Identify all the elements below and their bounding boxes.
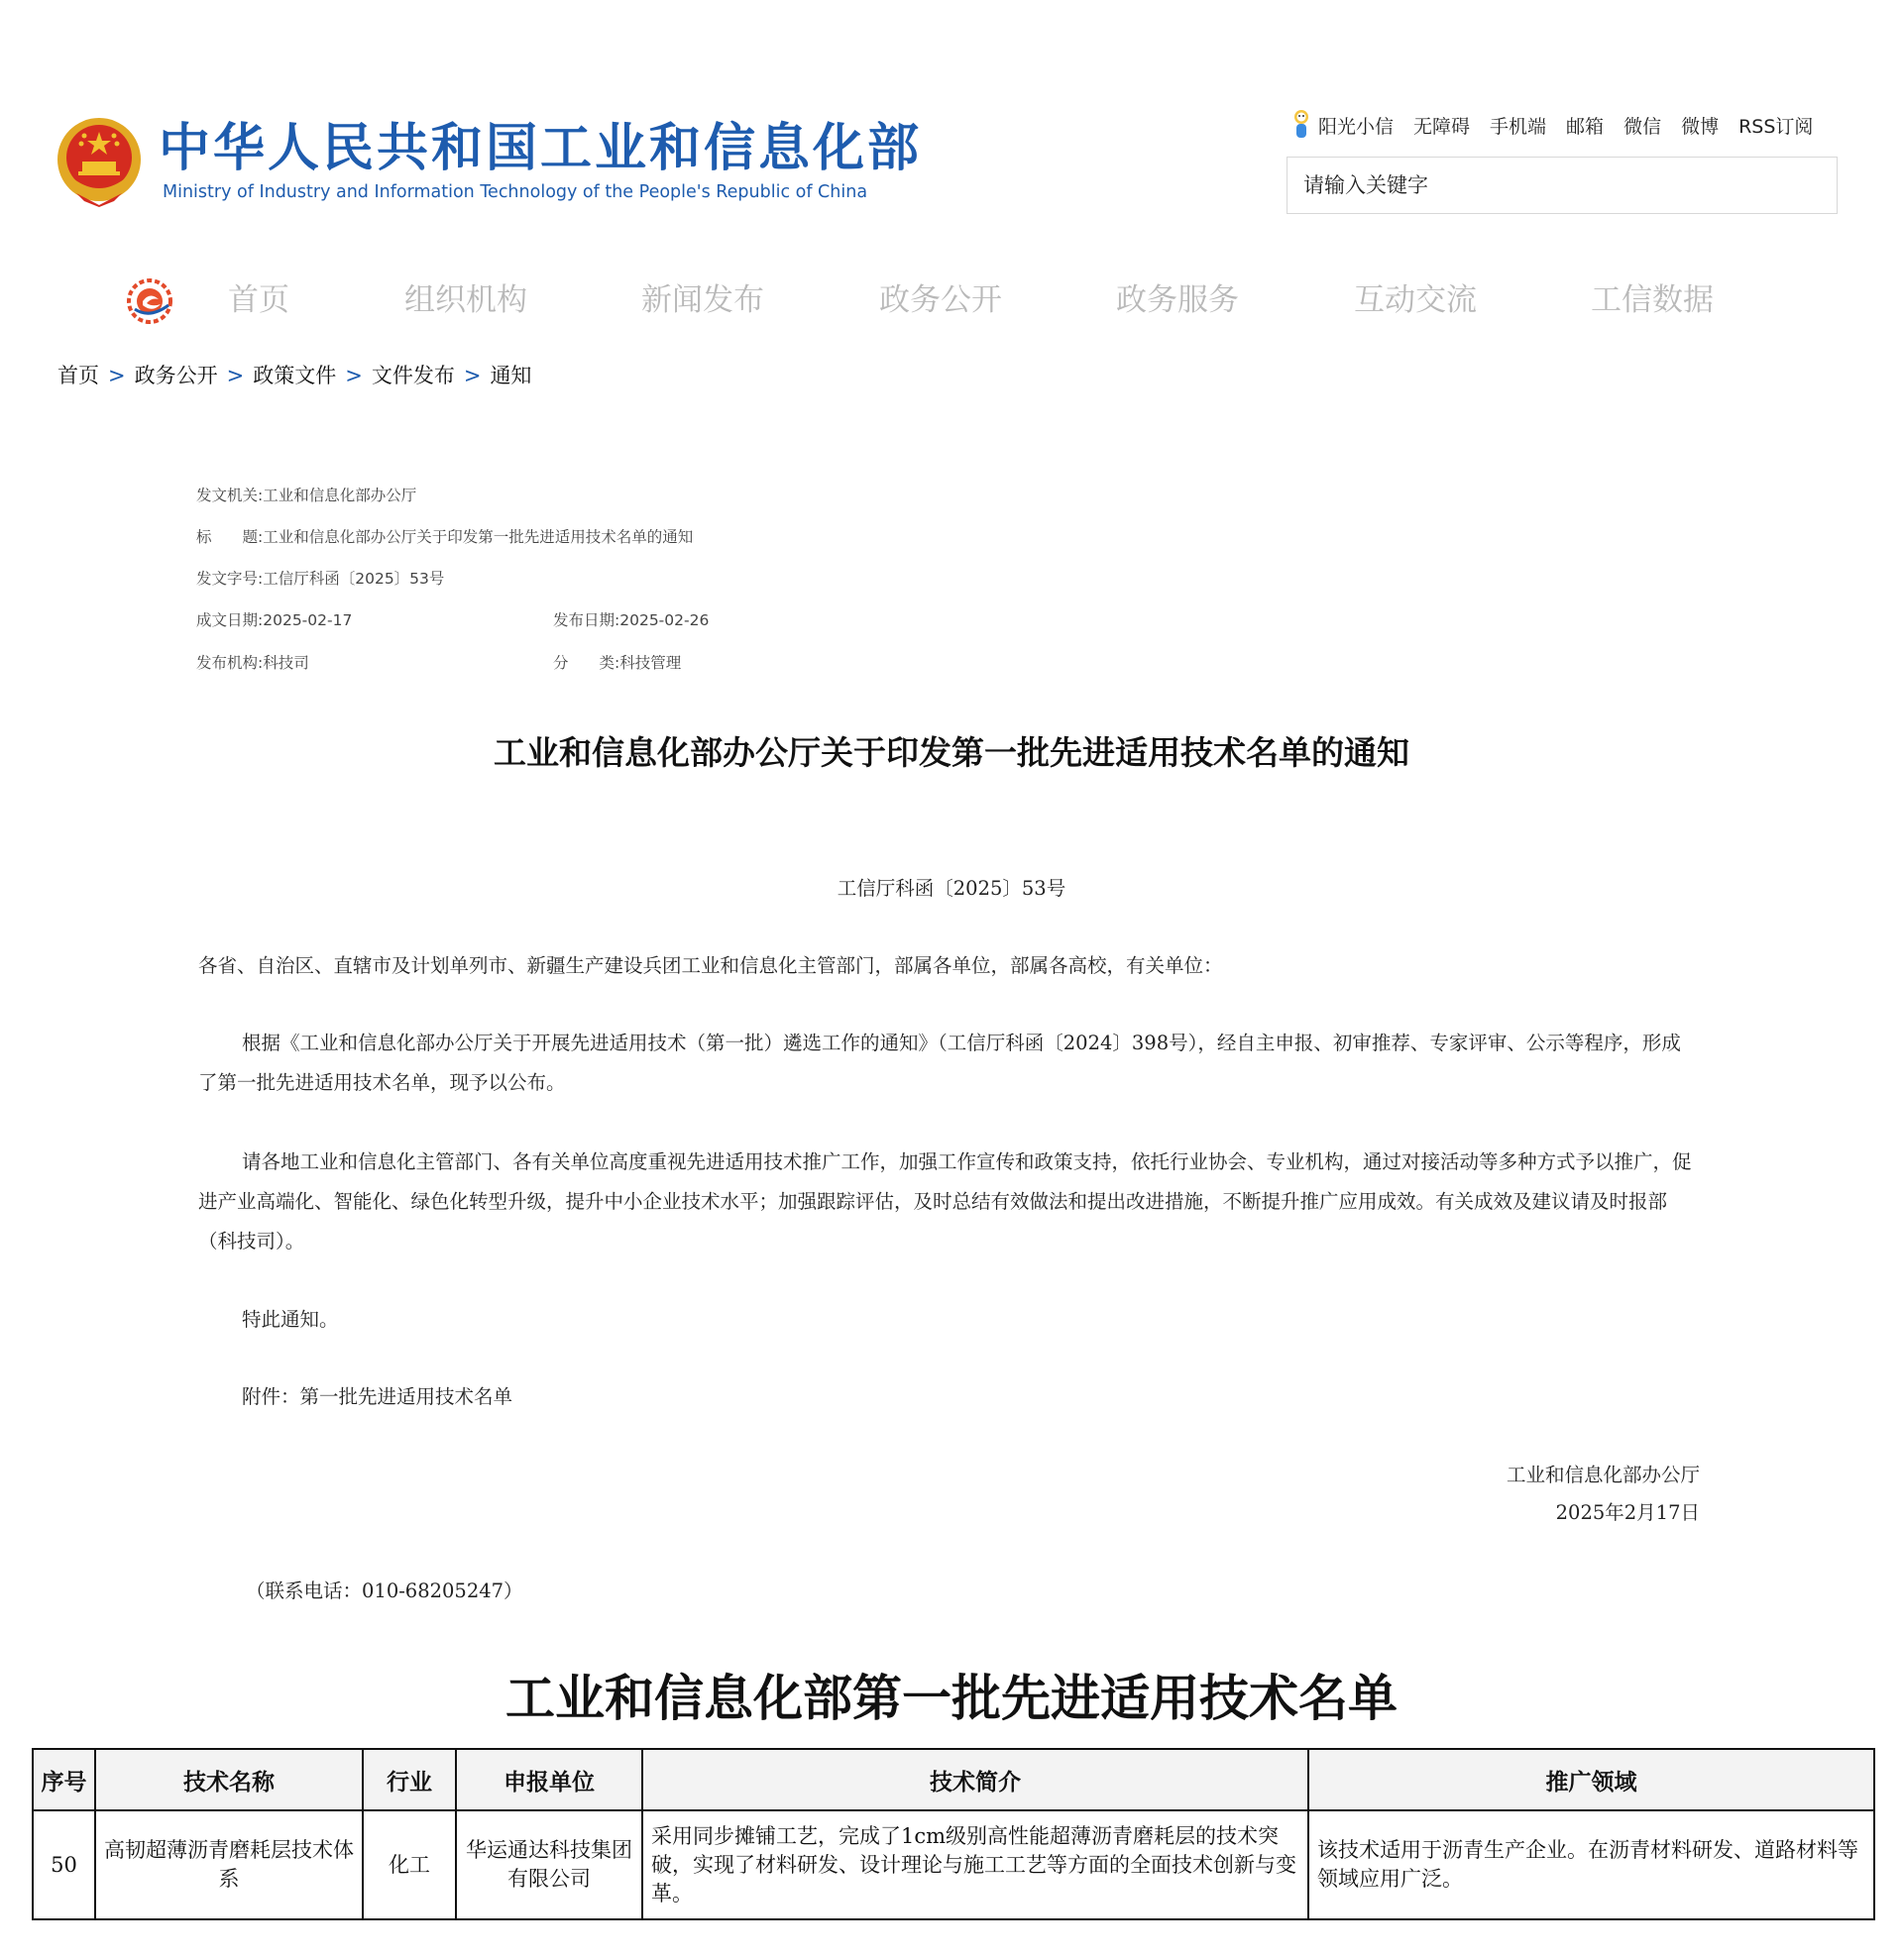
meta-agency-value: 科技司 xyxy=(263,654,309,672)
top-link-mobile[interactable]: 手机端 xyxy=(1490,115,1547,138)
nav-home[interactable]: 首页 xyxy=(228,282,289,318)
meta-title xyxy=(196,527,693,547)
top-link-mailbox[interactable]: 邮箱 xyxy=(1566,115,1605,138)
top-link-weibo[interactable]: 微博 xyxy=(1681,115,1720,138)
meta-written-date-label: 成文日期: xyxy=(196,611,264,629)
meta-agency xyxy=(196,653,309,673)
breadcrumb-notice[interactable]: 通知 xyxy=(490,364,532,387)
top-link-accessibility[interactable]: 无障碍 xyxy=(1413,115,1471,138)
nav-news[interactable]: 新闻发布 xyxy=(641,282,764,318)
meta-title-value: 工业和信息化部办公厅关于印发第一批先进适用技术名单的通知 xyxy=(263,528,694,546)
top-link-wechat[interactable]: 微信 xyxy=(1623,115,1662,138)
technology-table xyxy=(32,1748,1875,1920)
table-header-row xyxy=(33,1749,1874,1810)
cell-name: 高韧超薄沥青磨耗层技术体系 xyxy=(95,1810,363,1919)
breadcrumb xyxy=(57,361,531,390)
document-number: 工信厅科函〔2025〕53号 xyxy=(837,877,1066,900)
meta-category-value: 科技管理 xyxy=(619,654,682,672)
document-paragraph: 根据《工业和信息化部办公厅关于开展先进适用技术（第一批）遴选工作的通知》（工信厅科函〔2024〕398号），经自主申报、初审推荐、专家评审、公示等程序，形成了第一批先进适用技术名单，现予以公布。 xyxy=(198,1032,1681,1094)
meta-issuer-value: 工业和信息化部办公厅 xyxy=(263,487,417,504)
meta-written-date-value: 2025-02-17 xyxy=(263,611,353,629)
breadcrumb-separator: > xyxy=(226,364,245,387)
meta-published-date-label: 发布日期: xyxy=(553,611,620,629)
column-header-intro: 技术简介 xyxy=(642,1749,1308,1810)
sunshine-mascot-icon xyxy=(1288,107,1314,143)
site-logo-title[interactable]: 中华人民共和国工业和信息化部 xyxy=(159,119,923,178)
breadcrumb-home[interactable]: 首页 xyxy=(57,364,99,387)
column-header-industry: 行业 xyxy=(363,1749,456,1810)
cell-no: 50 xyxy=(33,1810,95,1919)
meta-published-date-value: 2025-02-26 xyxy=(619,611,710,629)
meta-category xyxy=(553,653,681,673)
nav-government-services[interactable]: 政务服务 xyxy=(1116,282,1239,318)
meta-category-label: 分 类: xyxy=(553,654,620,672)
meta-written-date xyxy=(196,610,352,630)
list-title: 工业和信息化部第一批先进适用技术名单 xyxy=(505,1669,1398,1727)
column-header-no: 序号 xyxy=(33,1749,95,1810)
cell-field: 该技术适用于沥青生产企业。在沥青材料研发、道路材料等领域应用广泛。 xyxy=(1308,1810,1874,1919)
search-input[interactable] xyxy=(1287,157,1838,214)
meta-issuer-label: 发文机关: xyxy=(196,487,264,504)
nav-government-affairs[interactable]: 政务公开 xyxy=(879,282,1002,318)
contact-phone: （联系电话：010-68205247） xyxy=(246,1579,523,1602)
breadcrumb-policy-documents[interactable]: 政策文件 xyxy=(253,364,337,387)
meta-title-label: 标 题: xyxy=(196,528,264,546)
column-header-unit: 申报单位 xyxy=(456,1749,642,1810)
signature-organization: 工业和信息化部办公厅 xyxy=(1506,1464,1700,1486)
meta-issuer xyxy=(196,486,416,505)
meta-published-date xyxy=(553,610,709,630)
top-link-sunshine[interactable]: 阳光小信 xyxy=(1318,115,1395,138)
nav-interaction[interactable]: 互动交流 xyxy=(1354,282,1477,318)
document-addressee: 各省、自治区、直辖市及计划单列市、新疆生产建设兵团工业和信息化主管部门，部属各单位，部属各高校，有关单位： xyxy=(198,954,1223,977)
cell-intro: 采用同步摊铺工艺，完成了1cm级别高性能超薄沥青磨耗层的技术突破，实现了材料研发、设计理论与施工工艺等方面的全面技术创新与变革。 xyxy=(642,1810,1308,1919)
cell-industry: 化工 xyxy=(363,1810,456,1919)
document-attachment[interactable]: 附件：第一批先进适用技术名单 xyxy=(242,1385,513,1408)
column-header-name: 技术名称 xyxy=(95,1749,363,1810)
meta-agency-label: 发布机构: xyxy=(196,654,264,672)
signature-date: 2025年2月17日 xyxy=(1555,1501,1700,1524)
document-closing: 特此通知。 xyxy=(242,1308,339,1331)
national-emblem-icon xyxy=(55,114,144,208)
meta-doc-number-value: 工信厅科函〔2025〕53号 xyxy=(263,570,445,588)
meta-doc-number xyxy=(196,569,444,589)
top-link-rss[interactable]: RSS订阅 xyxy=(1738,115,1814,138)
site-logo-subtitle: Ministry of Industry and Information Technology of the People's Republic of China xyxy=(163,182,868,202)
miit-logo-icon[interactable] xyxy=(125,277,174,325)
cell-unit: 华运通达科技集团有限公司 xyxy=(456,1810,642,1919)
meta-doc-number-label: 发文字号: xyxy=(196,570,264,588)
breadcrumb-government-affairs[interactable]: 政务公开 xyxy=(134,364,218,387)
document-title: 工业和信息化部办公厅关于印发第一批先进适用技术名单的通知 xyxy=(494,733,1409,772)
nav-organization[interactable]: 组织机构 xyxy=(404,282,527,318)
nav-data[interactable]: 工信数据 xyxy=(1591,282,1714,318)
document-paragraph: 请各地工业和信息化主管部门、各有关单位高度重视先进适用技术推广工作，加强工作宣传和政策支持，依托行业协会、专业机构，通过对接活动等多种方式予以推广，促进产业高端化、智能化、绿色化转型升级，提升中小企业技术水平；加强跟踪评估，及时总结有效做法和提出改进措施，不断提升推广应用成效。有关成效及建议请及时报部（科技司）。 xyxy=(198,1150,1692,1252)
breadcrumb-file-release[interactable]: 文件发布 xyxy=(371,364,455,387)
breadcrumb-separator: > xyxy=(108,364,126,387)
breadcrumb-separator: > xyxy=(463,364,482,387)
top-links xyxy=(1288,107,1813,143)
breadcrumb-separator: > xyxy=(345,364,363,387)
column-header-field: 推广领域 xyxy=(1308,1749,1874,1810)
table-row xyxy=(33,1810,1874,1919)
